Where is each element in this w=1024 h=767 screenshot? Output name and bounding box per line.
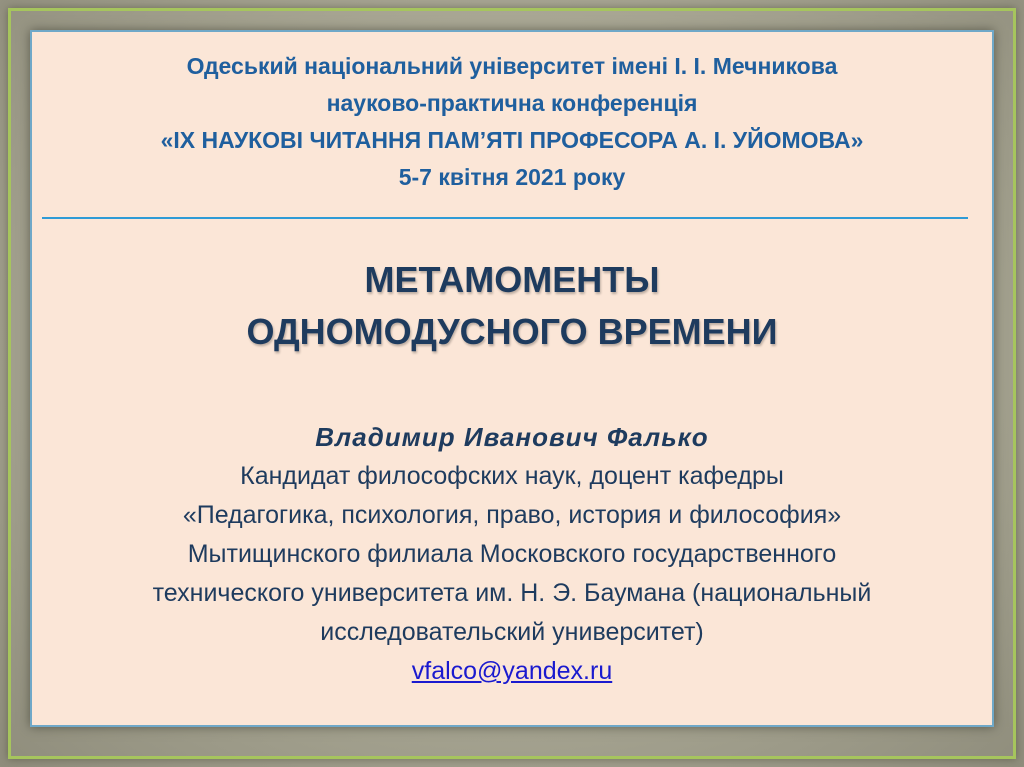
title-line-1: МЕТАМОМЕНТЫ	[364, 259, 660, 300]
conference-type: науково-практична конференція	[326, 90, 698, 116]
conference-title: «ІХ НАУКОВІ ЧИТАННЯ ПАМ’ЯТІ ПРОФЕСОРА А. І. УЙОМОВА»	[160, 127, 864, 153]
author-position-line-5: исследовательский университет)	[320, 618, 704, 646]
slide-panel	[30, 30, 994, 727]
title-line-2: ОДНОМОДУСНОГО ВРЕМЕНИ	[246, 311, 778, 352]
author-block	[32, 418, 992, 691]
author-email-link[interactable]: vfalco@yandex.ru	[411, 657, 613, 685]
conference-dates: 5-7 квітня 2021 року	[398, 164, 626, 190]
author-position-line-4: технического университета им. Н. Э. Баумана (национальный	[152, 579, 872, 607]
author-position-line-3: Мытищинского филиала Московского государственного	[187, 540, 837, 568]
slide-title	[32, 254, 992, 358]
header-divider	[42, 217, 968, 219]
author-name: Владимир Иванович Фалько	[315, 422, 709, 452]
conference-header	[32, 48, 992, 196]
university-name: Одеський національний університет імені І. І. Мечникова	[186, 53, 838, 79]
author-position-line-1: Кандидат философских наук, доцент кафедры	[240, 462, 784, 490]
author-position-line-2: «Педагогика, психология, право, история и философия»	[182, 501, 842, 529]
